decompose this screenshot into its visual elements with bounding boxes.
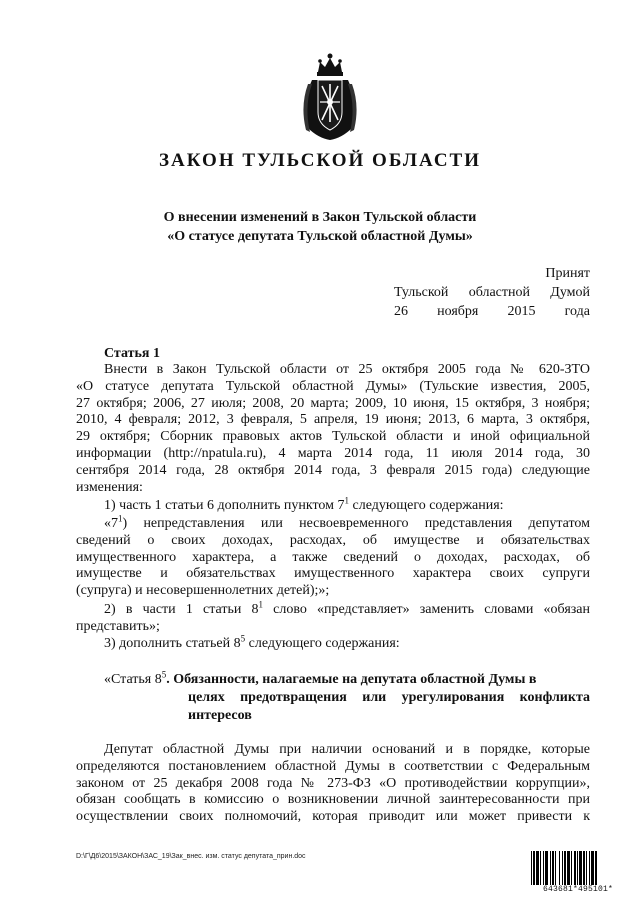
amendment-item-3 bbox=[76, 633, 590, 653]
text-line: обязан сообщать в комиссию о возникновении личной заинтересованности при bbox=[76, 792, 590, 808]
barcode-icon bbox=[531, 851, 625, 885]
item-text: следующего содержания: bbox=[245, 636, 400, 651]
text-line: 2010, 4 февраля; 2012, 3 февраля, 5 апреля, 19 июня; 2013, 6 марта, 3 октября, bbox=[76, 412, 590, 428]
adopted-label: Принят bbox=[545, 266, 590, 281]
item-text: 3) дополнить статьей 8 bbox=[104, 636, 241, 651]
adopted-by bbox=[394, 283, 590, 302]
text-line: (супруга) и несовершеннолетних детей);»; bbox=[76, 583, 330, 599]
text-line: 29 октября; Сборник правовых актов Тульской области и иной официальной bbox=[76, 429, 590, 445]
law-title: ЗАКОН ТУЛЬСКОЙ ОБЛАСТИ bbox=[158, 150, 482, 171]
amendment-item-2 bbox=[76, 599, 590, 636]
text-line: представить»; bbox=[76, 618, 160, 634]
adopted-date bbox=[394, 302, 590, 321]
text-line bbox=[76, 633, 590, 653]
adopted-by-word: областной bbox=[468, 285, 530, 300]
article-heading: Статья 1 bbox=[104, 346, 160, 361]
adopted-by-word: Думой bbox=[550, 285, 590, 300]
adopted-month: ноября bbox=[437, 304, 479, 319]
superscript: 1 bbox=[258, 599, 263, 610]
text-line: Внести в Закон Тульской области от 25 октября 2005 года № 620-ЗТО bbox=[104, 362, 590, 377]
text-line bbox=[76, 513, 590, 533]
text-line: имуществе и обязательствах имущественного характера своих супруги bbox=[76, 566, 590, 582]
text-line: Депутат областной Думы при наличии оснований и в порядке, которые bbox=[104, 742, 590, 757]
text-line: законом от 25 декабря 2008 года № 273-ФЗ «О противодействии коррупции», bbox=[76, 775, 590, 791]
item-text: следующего содержания: bbox=[349, 498, 504, 513]
quote-text: «7 bbox=[104, 516, 118, 531]
text-line: информации (http://npatula.ru), 4 марта 2014 года, 11 июля 2014 года, 30 bbox=[76, 445, 590, 461]
text-line: сентября 2014 года, 28 октября 2014 года, 3 февраля 2015 года) следующие bbox=[76, 462, 590, 478]
item-text: 1) часть 1 статьи 6 дополнить пунктом 7 bbox=[104, 498, 345, 513]
adopted-day: 26 bbox=[394, 304, 408, 319]
new-article-title: целях предотвращения или урегулирования конфликта bbox=[188, 690, 590, 705]
subject-line: О внесении изменений в Закон Тульской области bbox=[163, 210, 477, 225]
new-article-title: . Обязанности, налагаемые на депутата областной Думы в bbox=[166, 672, 537, 687]
item-text: 2) в части 1 статьи 8 bbox=[104, 602, 259, 617]
law-subject bbox=[60, 208, 580, 246]
text-line: определяются постановлением областной Думы в соответствии с Федеральным bbox=[76, 758, 590, 774]
amendment-quote-1 bbox=[76, 513, 590, 600]
barcode-number: 643681*495101* bbox=[542, 885, 613, 894]
adopted-year: 2015 bbox=[507, 304, 536, 319]
superscript: 5 bbox=[240, 633, 246, 644]
item-text: слово «представляет» заменить словами «обязан bbox=[263, 602, 590, 617]
text-line: изменения: bbox=[76, 479, 143, 495]
coat-of-arms-icon bbox=[298, 50, 362, 142]
text-line: 27 октября; 2006, 27 июля; 2008, 20 марта; 2009, 10 июня, 15 октября, 3 ноября; bbox=[76, 395, 590, 411]
adopted-year-word: года bbox=[564, 304, 590, 319]
text-line: осуществлении своих полномочий, которая приводит или может привести к bbox=[76, 809, 590, 825]
text-line: имущественного характера, а также сведений о доходах, расходах, об bbox=[76, 549, 590, 565]
text-line: «О статусе депутата Тульской областной Думы» (Тульские известия, 2005, bbox=[76, 378, 590, 394]
new-article-heading bbox=[104, 671, 590, 725]
new-article-intro: «Статья 8 bbox=[104, 672, 162, 687]
text-line: сведений о своих доходах, расходах, об имуществе и обязательствах bbox=[76, 532, 590, 548]
superscript: 1 bbox=[118, 513, 123, 524]
adopted-by-word: Тульской bbox=[394, 285, 449, 300]
superscript: 5 bbox=[161, 669, 167, 680]
adoption-block bbox=[394, 264, 590, 321]
superscript: 1 bbox=[344, 495, 350, 506]
amendment-item-1 bbox=[76, 495, 590, 515]
text-line bbox=[76, 495, 590, 515]
file-path: D:\Г\Д6\2015\ЗАКОН\ЗАС_19\Зак_внес. изм. статус депутата_прин.doc bbox=[76, 853, 306, 860]
article-intro bbox=[76, 362, 590, 496]
quote-text: ) непредставления или несвоевременного представления депутатом bbox=[122, 516, 590, 531]
new-article-body bbox=[76, 742, 590, 826]
text-line bbox=[76, 599, 590, 619]
new-article-title: интересов bbox=[188, 708, 252, 723]
text-line bbox=[104, 671, 590, 689]
subject-line: «О статусе депутата Тульской областной Думы» bbox=[167, 229, 473, 244]
